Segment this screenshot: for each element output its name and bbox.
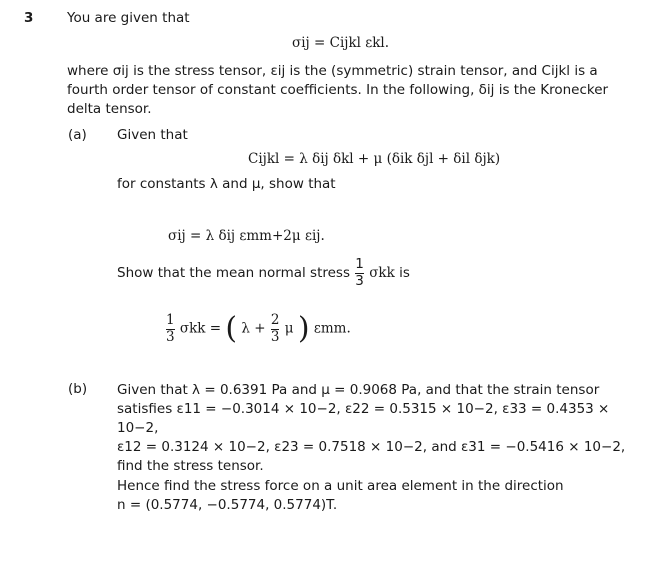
right-paren-icon: ) [297,311,310,346]
intro-text: You are given that [67,10,190,26]
fraction-numerator: 2 [270,312,280,328]
mean-stress-text: Show that the mean normal stress [117,265,350,281]
description-line: fourth order tensor of constant coefficients. In the following, δij is the Kronecker [67,82,609,98]
fraction-denominator: 3 [355,272,364,289]
part-b-line: satisfies ε11 = −0.3014 × 10−2, ε22 = 0.5315 × 10−2, ε33 = 0.4353 × 10−2, [117,401,610,436]
mean-stress-equation [165,311,351,346]
sigma-kk: σkk [369,265,395,281]
fraction-numerator: 1 [355,256,364,272]
constants-text: for constants λ and μ, show that [117,176,336,192]
description-paragraph [67,62,627,119]
sigma-equation: σij = λ δij εmm+2μ εij. [168,228,325,244]
part-b-line: ε12 = 0.3124 × 10−2, ε23 = 0.7518 × 10−2, and ε31 = −0.5416 × 10−2, [117,439,626,455]
equals-sign: = [209,320,222,337]
left-paren-icon: ( [225,311,238,346]
lambda-plus: λ + [241,320,266,337]
c-equation: Cijkl = λ δij δkl + μ (δik δjl + δil δjk) [248,151,501,167]
part-b-paragraph [117,381,627,476]
hence-paragraph [117,477,627,515]
part-b-line: find the stress tensor. [117,458,264,474]
part-b-label: (b) [68,381,88,397]
part-b-line: Given that λ = 0.6391 Pa and μ = 0.9068 Pa, and that the strain tensor [117,382,600,398]
main-equation: σij = Cijkl εkl. [292,35,390,51]
mean-stress-line [117,258,410,288]
part-a-label: (a) [68,127,87,143]
epsilon-mm: εmm. [313,320,351,337]
one-third-fraction [166,314,175,344]
hence-line: Hence find the stress force on a unit area element in the direction [117,478,564,494]
question-number: 3 [24,10,34,26]
sigma-kk: σkk [179,320,206,337]
fraction-denominator: 3 [166,328,175,345]
description-line: delta tensor. [67,101,152,117]
mean-stress-is: is [399,265,410,281]
hence-line: n = (0.5774, −0.5774, 0.5774)T. [117,497,338,513]
fraction-denominator: 3 [270,328,280,345]
mu-symbol: μ [284,320,294,337]
one-third-fraction [355,258,364,288]
two-thirds-fraction [271,314,280,344]
description-line: where σij is the stress tensor, εij is the (symmetric) strain tensor, and Cijkl is a [67,63,598,79]
fraction-numerator: 1 [166,312,175,328]
part-a-given: Given that [117,127,188,143]
